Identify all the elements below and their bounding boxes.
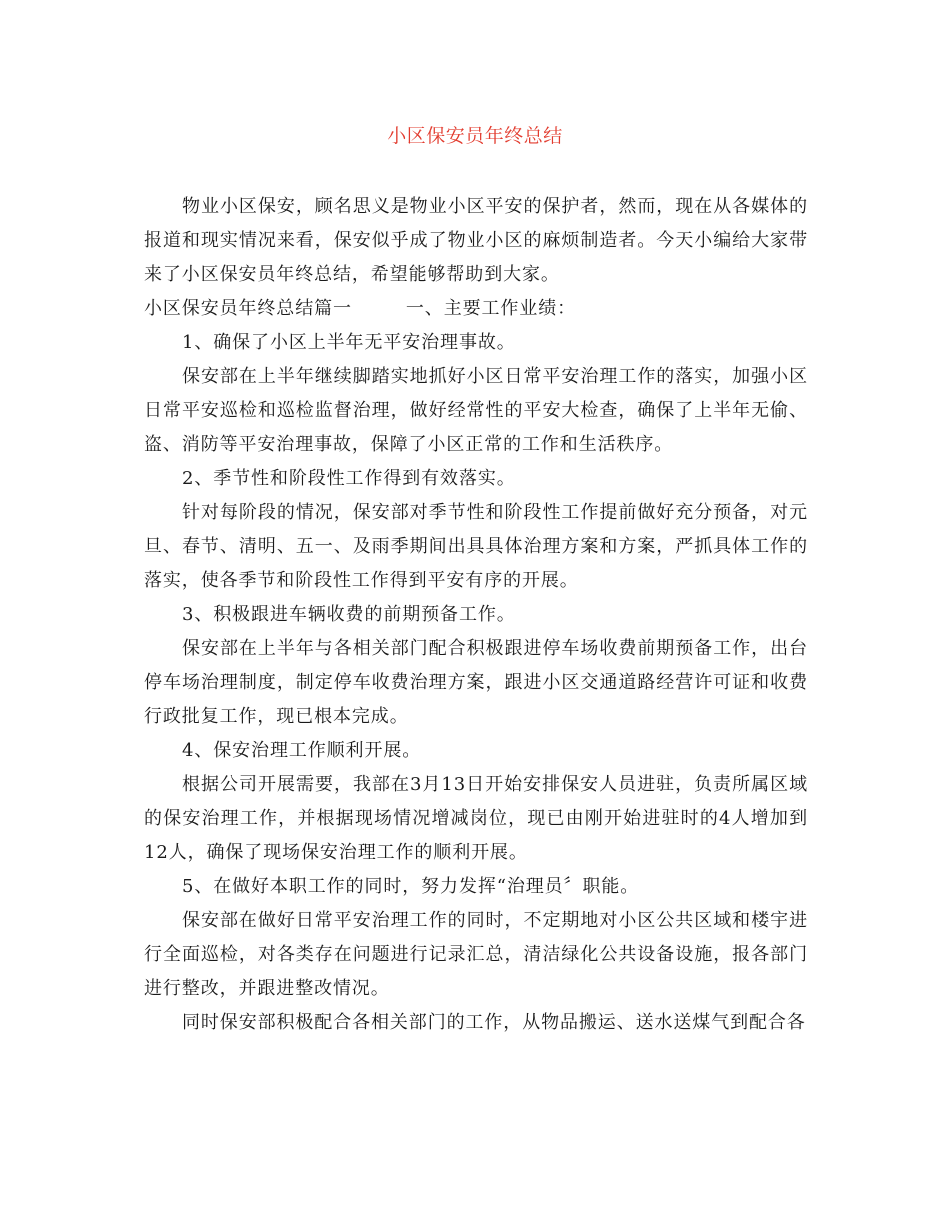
section-heading-line	[144, 292, 808, 326]
closing-paragraph: 同时保安部积极配合各相关部门的工作，从物品搬运、送水送煤气到配合各	[182, 1012, 806, 1033]
item-body-5: 保安部在做好日常平安治理工作的同时，不定期地对小区公共区域和楼宇进行全面巡检，对各类存在问题进行记录汇总，清洁绿化公共设备设施，报各部门进行整改，并跟进整改情况。	[144, 910, 808, 999]
item-heading-4: 4、保安治理工作顺利开展。	[182, 740, 422, 761]
intro-paragraph: 物业小区保安，顾名思义是物业小区平安的保护者，然而，现在从各媒体的报道和现实情况来看，保安似乎成了物业小区的麻烦制造者。今天小编给大家带来了小区保安员年终总结，希望能够帮助到大家。	[144, 196, 808, 285]
section-heading: 小区保安员年终总结篇一	[144, 298, 352, 319]
section-subheading: 一、主要工作业绩：	[405, 298, 577, 319]
item-body-4: 根据公司开展需要，我部在3月13日开始安排保安人员进驻，负责所属区域的保安治理工作，并根据现场情况增减岗位，现已由刚开始进驻时的4人增加到12人，确保了现场保安治理工作的顺利开展。	[144, 774, 808, 863]
item-heading-1: 1、确保了小区上半年无平安治理事故。	[182, 332, 516, 353]
item-heading-2: 2、季节性和阶段性工作得到有效落实。	[182, 468, 516, 489]
item-body-1: 保安部在上半年继续脚踏实地抓好小区日常平安治理工作的落实，加强小区日常平安巡检和巡检监督治理，做好经常性的平安大检查，确保了上半年无偷、盗、消防等平安治理事故，保障了小区正常的工作和生活秩序。	[144, 366, 808, 455]
document-title: 小区保安员年终总结	[387, 125, 563, 147]
document-body	[144, 190, 808, 1040]
item-body-2: 针对每阶段的情况，保安部对季节性和阶段性工作提前做好充分预备，对元旦、春节、清明、五一、及雨季期间出具具体治理方案和方案，严抓具体工作的落实，使各季节和阶段性工作得到平安有序的开展。	[144, 502, 808, 591]
item-heading-5: 5、在做好本职工作的同时，努力发挥“治理员〞职能。	[182, 876, 640, 897]
item-body-3: 保安部在上半年与各相关部门配合积极跟进停车场收费前期预备工作，出台停车场治理制度，制定停车收费治理方案，跟进小区交通道路经营许可证和收费行政批复工作，现已根本完成。	[144, 638, 808, 727]
item-heading-3: 3、积极跟进车辆收费的前期预备工作。	[182, 604, 516, 625]
